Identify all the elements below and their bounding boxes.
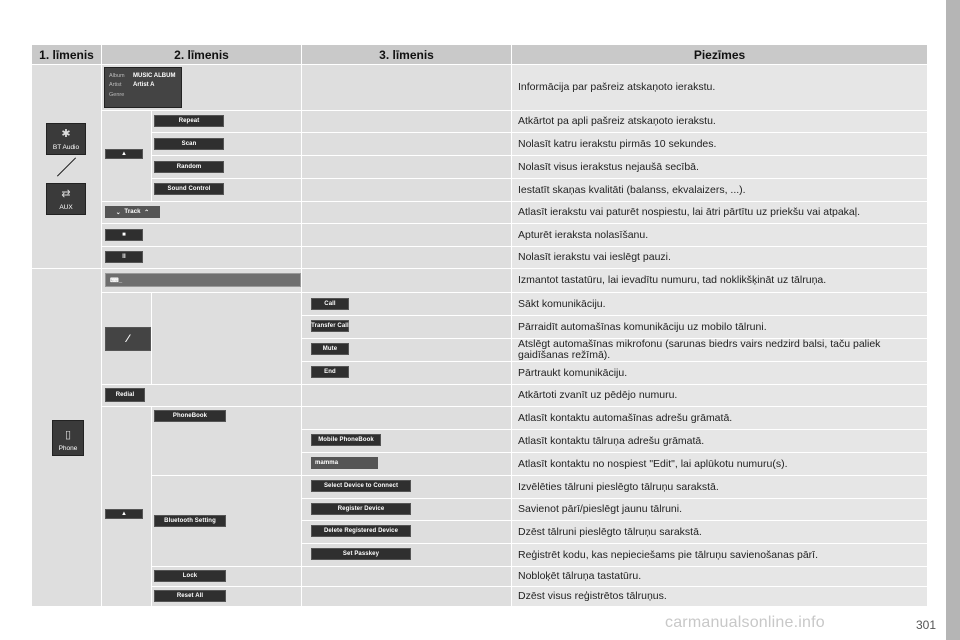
up-arrow-button[interactable]: ▲: [105, 149, 143, 159]
register-device-button[interactable]: Register Device: [311, 503, 411, 515]
transfer-call-button[interactable]: Transfer Call: [311, 320, 349, 332]
note: Pārraidīt automašīnas komunikāciju uz mobilo tālruni.: [512, 316, 928, 339]
level3-empty: [302, 269, 512, 293]
note: Nolasīt ierakstu vai ieslēgt pauzi.: [512, 247, 928, 269]
mobile-phonebook-button[interactable]: Mobile PhoneBook: [311, 434, 381, 446]
header-notes: Piezīmes: [512, 45, 928, 65]
level3-empty: [302, 179, 512, 202]
aux-button[interactable]: ⇄ AUX: [46, 183, 86, 215]
sound-control-button[interactable]: Sound Control: [154, 183, 224, 195]
level2-up-cell: [102, 407, 152, 607]
chevron-up-icon: ⌃: [140, 209, 150, 216]
bt-audio-button[interactable]: ✱ BT Audio: [46, 123, 86, 155]
note: Nolasīt visus ierakstus nejaušā secībā.: [512, 156, 928, 179]
select-device-button[interactable]: Select Device to Connect: [311, 480, 411, 492]
mute-button[interactable]: Mute: [311, 343, 349, 355]
bluetooth-icon: ✱: [61, 128, 71, 140]
chevron-down-icon: ⌄: [115, 209, 125, 216]
note: Savienot pārī/pieslēgt jaunu tālruni.: [512, 499, 928, 521]
level3-empty: [302, 202, 512, 224]
lock-button[interactable]: Lock: [154, 570, 226, 582]
call-button[interactable]: Call: [311, 298, 349, 310]
note: Atlasīt kontaktu tālruņa adrešu grāmatā.: [512, 430, 928, 453]
note: Atkārtoti zvanīt uz pēdējo numuru.: [512, 385, 928, 407]
note: Pārtraukt komunikāciju.: [512, 362, 928, 385]
note: Apturēt ieraksta nolasīšanu.: [512, 224, 928, 247]
note: Dzēst visus reģistrētos tālruņus.: [512, 587, 928, 607]
pause-button[interactable]: II: [105, 251, 143, 263]
note: Atslēgt automašīnas mikrofonu (sarunas biedrs vairs nedzird balsi, taču paliek gaidīšanas režīmā).: [512, 339, 928, 362]
note: Informācija par pašreiz atskaņoto ierakstu.: [512, 65, 928, 111]
level3-empty: [302, 407, 512, 430]
header-level-1: 1. līmenis: [32, 45, 102, 65]
header-level-3: 3. līmenis: [302, 45, 512, 65]
handset-icon: ⁄: [127, 333, 129, 345]
reset-all-button[interactable]: Reset All: [154, 590, 226, 602]
phonebook-button[interactable]: PhoneBook: [154, 410, 226, 422]
note: Reģistrēt kodu, kas nepieciešams pie tālruņu savienošanas pārī.: [512, 544, 928, 567]
level3-empty: [302, 133, 512, 156]
note: Atlasīt kontaktu automašīnas adrešu grāmatā.: [512, 407, 928, 430]
scan-button[interactable]: Scan: [154, 138, 224, 150]
level3-empty: [302, 65, 512, 111]
keypad-icon: ⌨_: [110, 277, 123, 284]
aux-icon: ⇄: [61, 188, 71, 200]
set-passkey-button[interactable]: Set Passkey: [311, 548, 411, 560]
note: Atkārtot pa apli pašreiz atskaņoto ierakstu.: [512, 111, 928, 133]
stop-button[interactable]: ■: [105, 229, 143, 241]
note: Dzēst tālruni pieslēgto tālruņu sarakstā.: [512, 521, 928, 544]
repeat-button[interactable]: Repeat: [154, 115, 224, 127]
handset-button[interactable]: [105, 327, 151, 351]
watermark: carmanualsonline.info: [665, 614, 825, 631]
number-input-field[interactable]: [105, 273, 301, 287]
note: Atlasīt kontaktu no nospiest "Edit", lai aplūkotu numuru(s).: [512, 453, 928, 476]
level3-empty: [302, 247, 512, 269]
level3-empty: [302, 111, 512, 133]
album-info-display: Album MUSIC ALBUM Artist Artist A Genre: [104, 67, 182, 108]
note: Iestatīt skaņas kvalitāti (balanss, ekvalaizers, ...).: [512, 179, 928, 202]
note: Nobloķēt tālruņa tastatūru.: [512, 567, 928, 587]
level3-empty: [302, 587, 512, 607]
level3-empty: [302, 224, 512, 247]
level2-sub-empty: [152, 293, 302, 385]
bluetooth-setting-button[interactable]: Bluetooth Setting: [154, 515, 226, 527]
page-edge-tab: [946, 0, 960, 640]
phone-button[interactable]: ▯ Phone: [52, 420, 84, 456]
track-button[interactable]: ⌄ Track ⌃: [105, 206, 160, 218]
random-button[interactable]: Random: [154, 161, 224, 173]
note: Nolasīt katru ierakstu pirmās 10 sekundes.: [512, 133, 928, 156]
phone-icon: ▯: [64, 429, 72, 441]
redial-button[interactable]: Redial: [105, 388, 145, 402]
level3-empty: [302, 567, 512, 587]
level3-empty: [302, 385, 512, 407]
page-number: 301: [915, 618, 936, 632]
up-arrow-button[interactable]: ▲: [105, 509, 143, 519]
note: Atlasīt ierakstu vai paturēt nospiestu, lai ātri pārtītu uz priekšu vai atpakaļ.: [512, 202, 928, 224]
end-call-button[interactable]: End: [311, 366, 349, 378]
note: Izmantot tastatūru, lai ievadītu numuru, tad noklikšķināt uz tālruņa.: [512, 269, 928, 293]
note: Izvēlēties tālruni pieslēgto tālruņu sarakstā.: [512, 476, 928, 499]
delete-device-button[interactable]: Delete Registered Device: [311, 525, 411, 537]
level3-empty: [302, 156, 512, 179]
header-level-2: 2. līmenis: [102, 45, 302, 65]
function-table: [32, 45, 928, 607]
note: Sākt komunikāciju.: [512, 293, 928, 316]
contact-mamma-item[interactable]: mamma: [311, 457, 378, 469]
